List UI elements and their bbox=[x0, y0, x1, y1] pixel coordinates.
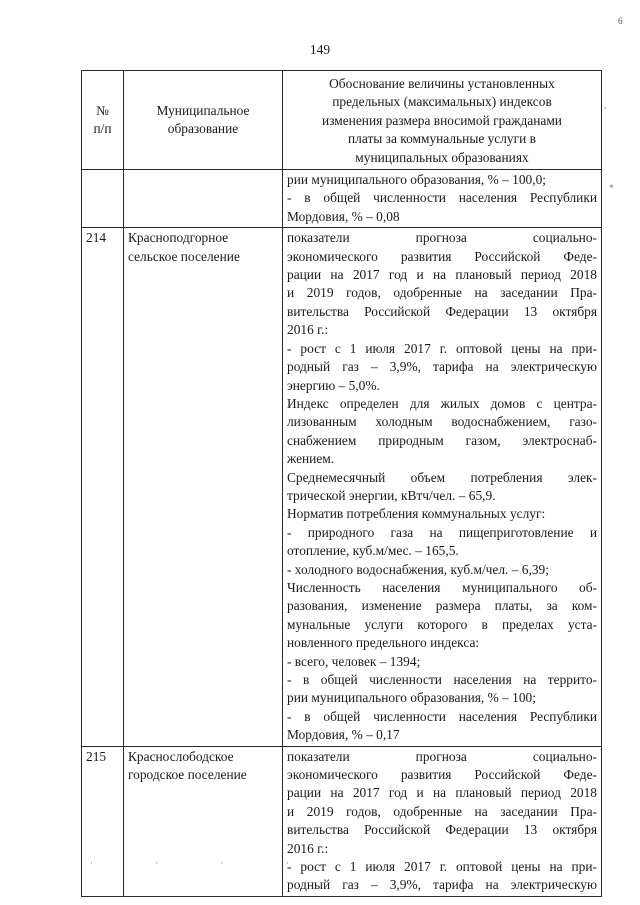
corner-mark: 6 bbox=[618, 16, 623, 26]
justification-line: 2016 г.: bbox=[287, 322, 329, 338]
justification-line: - рост с 1 июля 2017 г. оптовой цены на при- bbox=[287, 340, 597, 356]
margin-mark: * bbox=[609, 183, 614, 193]
index-justification-table bbox=[81, 70, 602, 897]
table-row bbox=[82, 746, 602, 896]
justification-line: трической энергии, кВтч/чел. – 65,9. bbox=[287, 487, 496, 503]
justification-line: Норматив потребления коммунальных услуг: bbox=[287, 506, 546, 522]
margin-mark: , bbox=[604, 100, 607, 110]
justification-line: - в общей численности населения Республики bbox=[287, 708, 597, 724]
justification-line: мунальные услуги которого в пределах уста- bbox=[287, 616, 597, 632]
justification-line: рации на 2017 год и на плановый период 2018 bbox=[287, 785, 597, 801]
justification-line: рии муниципального образования, % – 100,0; bbox=[287, 172, 547, 188]
municipality-cell bbox=[124, 170, 283, 228]
justification-cell bbox=[283, 228, 602, 746]
justification-line: вительства Российской Федерации 13 октября bbox=[287, 303, 597, 319]
justification-line: экономического развития Российской Феде- bbox=[287, 767, 597, 783]
justification-line: родный газ – 3,9%, тарифа на электрическую bbox=[287, 359, 597, 375]
header-justification-line: предельных (максимальных) индексов bbox=[332, 94, 552, 110]
table-row bbox=[82, 170, 602, 228]
justification-cell bbox=[283, 746, 602, 896]
header-municipality bbox=[124, 71, 283, 170]
justification-line: - всего, человек – 1394; bbox=[287, 653, 421, 669]
page-number: 149 bbox=[309, 42, 331, 57]
header-number-line: п/п bbox=[93, 121, 112, 137]
justification-line: 2016 г.: bbox=[287, 840, 329, 856]
scan-specks: · · · · bbox=[90, 858, 319, 868]
header-number bbox=[82, 71, 124, 170]
justification-line: энергию – 5,0%. bbox=[287, 377, 380, 393]
header-number-line: № bbox=[96, 102, 109, 118]
justification-line: Мордовия, % – 0,17 bbox=[287, 727, 400, 743]
row-number: 215 bbox=[82, 746, 124, 896]
justification-line: - природного газа на пищеприготовление и bbox=[287, 524, 597, 540]
justification-line: - холодного водоснабжения, куб.м/чел. – 6,39; bbox=[287, 561, 549, 577]
justification-line: Среднемесячный объем потребления элек- bbox=[287, 469, 597, 485]
justification-line: отопление, куб.м/мес. – 165,5. bbox=[287, 543, 459, 559]
justification-line: и 2019 годов, одобренные на заседании Пра- bbox=[287, 285, 597, 301]
table-header-row bbox=[82, 71, 602, 170]
municipality-name-line: Красноподгорное bbox=[128, 230, 229, 246]
municipality-name-line: городское поселение bbox=[128, 767, 247, 783]
header-justification-line: Обоснование величины установленных bbox=[329, 76, 555, 91]
justification-line: Мордовия, % – 0,08 bbox=[287, 208, 400, 224]
row-number: 214 bbox=[82, 228, 124, 746]
header-justification-line: изменения размера вносимой гражданами bbox=[322, 112, 562, 128]
header-municipality-line: образование bbox=[167, 121, 239, 137]
justification-line: показатели прогноза социально- bbox=[287, 748, 597, 764]
municipality-name-line: сельское поселение bbox=[128, 248, 240, 264]
justification-line: новленного предельного индекса: bbox=[287, 635, 480, 651]
justification-line: Численность населения муниципального об- bbox=[287, 579, 597, 595]
justification-line: - в общей численности населения Республики bbox=[287, 190, 597, 206]
justification-cell bbox=[283, 170, 602, 228]
municipality-name-line: Краснослободское bbox=[128, 748, 234, 764]
header-justification-line: муниципальных образованиях bbox=[355, 149, 529, 165]
justification-line: снабжением природным газом, электроснаб- bbox=[287, 432, 597, 448]
justification-line: - рост с 1 июля 2017 г. оптовой цены на при- bbox=[287, 859, 597, 875]
justification-line: показатели прогноза социально- bbox=[287, 230, 597, 246]
municipality-cell bbox=[124, 228, 283, 746]
header-justification-line: платы за коммунальные услуги в bbox=[348, 131, 536, 147]
justification-line: разования, изменение размера платы, за ком- bbox=[287, 598, 597, 614]
justification-line: лизованным холодным водоснабжением, газо- bbox=[287, 414, 597, 430]
justification-line: рации на 2017 год и на плановый период 2018 bbox=[287, 267, 597, 283]
justification-line: рии муниципального образования, % – 100; bbox=[287, 690, 536, 706]
justification-line: вительства Российской Федерации 13 октября bbox=[287, 822, 597, 838]
table-row bbox=[82, 228, 602, 746]
justification-line: Индекс определен для жилых домов с центра- bbox=[287, 395, 597, 411]
municipality-cell bbox=[124, 746, 283, 896]
justification-line: жением. bbox=[287, 451, 335, 467]
justification-line: - в общей численности населения на террито- bbox=[287, 672, 597, 687]
header-justification bbox=[283, 71, 602, 170]
row-number bbox=[82, 170, 124, 228]
justification-line: и 2019 годов, одобренные на заседании Пра- bbox=[287, 803, 597, 819]
justification-line: родный газ – 3,9%, тарифа на электрическую bbox=[287, 877, 597, 893]
header-municipality-line: Муниципальное bbox=[156, 102, 250, 118]
justification-line: экономического развития Российской Феде- bbox=[287, 248, 597, 264]
